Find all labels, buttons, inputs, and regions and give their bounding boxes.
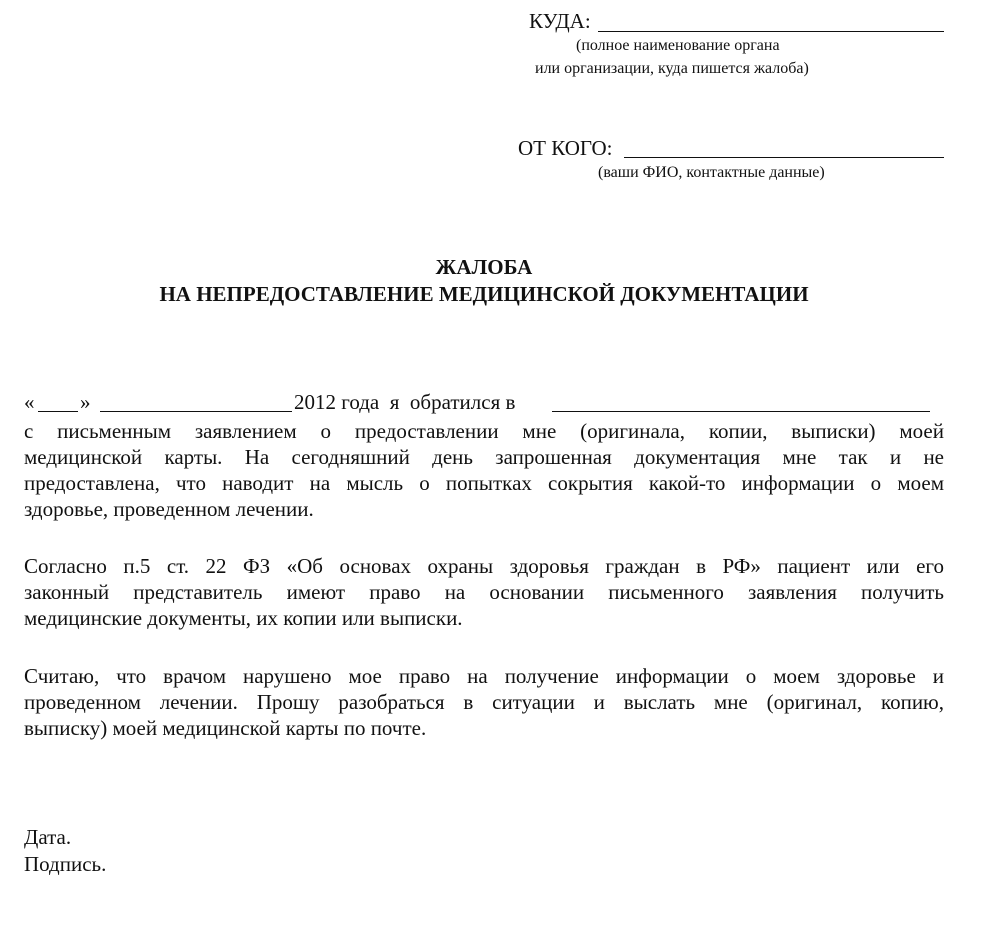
month-field-line[interactable] [100,411,292,412]
from-field-line[interactable] [624,157,944,158]
to-field-line[interactable] [598,31,944,32]
paragraph-2-line: законный представитель имеют право на основании письменного заявления получить [24,580,944,604]
from-hint: (ваши ФИО, контактные данные) [598,164,825,181]
paragraph-1-line: медицинской карты. На сегодняшний день запрошенная документация мне так и не [24,445,944,469]
to-hint-line2: или организации, куда пишется жалоба) [535,60,809,77]
from-label: ОТ КОГО: [518,136,613,160]
paragraph-3 [24,663,944,741]
document-subtitle: НА НЕПРЕДОСТАВЛЕНИЕ МЕДИЦИНСКОЙ ДОКУМЕНТАЦИИ [159,282,809,306]
day-field-line[interactable] [38,411,78,412]
paragraph-1-line: здоровье, проведенном лечении. [24,497,314,521]
date-label: Дата. [24,825,72,849]
document-title: ЖАЛОБА [435,255,533,279]
paragraph-1-line: с письменным заявлением о предоставлении мне (оригинала, копии, выписки) моей [24,419,944,443]
paragraph-2 [24,553,944,631]
paragraph-1 [24,418,944,522]
paragraph-3-line: выписку) моей медицинской карты по почте. [24,716,427,740]
paragraph-2-line: Согласно п.5 ст. 22 ФЗ «Об основах охраны здоровья граждан в РФ» пациент или его [24,554,944,578]
signature-label: Подпись. [24,852,107,876]
to-label: КУДА: [529,9,591,33]
paragraph-3-line: Считаю, что врачом нарушено мое право на получение информации о моем здоровье и [24,664,944,688]
to-hint-line1: (полное наименование органа [576,37,780,54]
date-open-quote: « [24,390,35,414]
institution-field-line[interactable] [552,411,930,412]
paragraph-2-line: медицинские документы, их копии или выписки. [24,606,463,630]
date-close-quote: » [80,390,91,414]
paragraph-1-line: предоставлена, что наводит на мысль о попытках сокрытия какой-то информации о моем [24,471,944,495]
paragraph-3-line: проведенном лечении. Прошу разобраться в ситуации и выслать мне (оригинал, копию, [24,690,944,714]
year-text: 2012 года я обратился в [294,390,516,414]
